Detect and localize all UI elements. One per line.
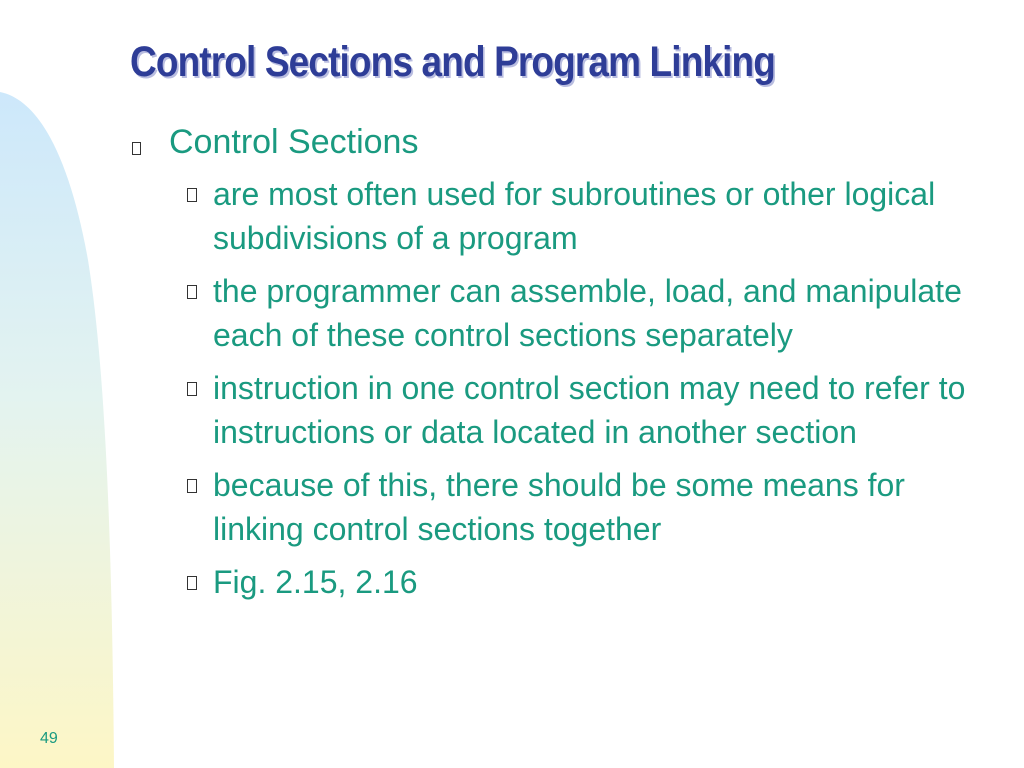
slide-title: Control Sections and Program Linking (130, 38, 776, 86)
sub-bullet-text: instruction in one control section may need to refer to instructions or data located in another section (213, 370, 966, 450)
sub-bullet-text: are most often used for subroutines or other logical subdivisions of a program (213, 176, 936, 256)
content-area (130, 118, 990, 613)
square-bullet-icon (187, 188, 197, 202)
sub-bullet-item (130, 269, 990, 357)
square-bullet-icon (187, 576, 197, 590)
sub-bullet-item (130, 463, 990, 551)
page-number: 49 (40, 730, 58, 747)
sub-bullet-item (130, 366, 990, 454)
square-bullet-icon (187, 285, 197, 299)
sub-bullet-item (130, 560, 990, 604)
sub-bullet-list (130, 172, 990, 604)
main-bullet-item (130, 118, 990, 166)
sub-bullet-text: because of this, there should be some means for linking control sections together (213, 467, 905, 547)
square-bullet-icon (187, 382, 197, 396)
sub-bullet-text: the programmer can assemble, load, and manipulate each of these control sections separately (213, 273, 962, 353)
square-bullet-icon (132, 142, 141, 155)
side-gradient-shape (0, 0, 120, 768)
square-bullet-icon (187, 479, 197, 493)
main-bullet-label: Control Sections (169, 123, 419, 161)
sub-bullet-text: Fig. 2.15, 2.16 (213, 564, 418, 600)
sub-bullet-item (130, 172, 990, 260)
